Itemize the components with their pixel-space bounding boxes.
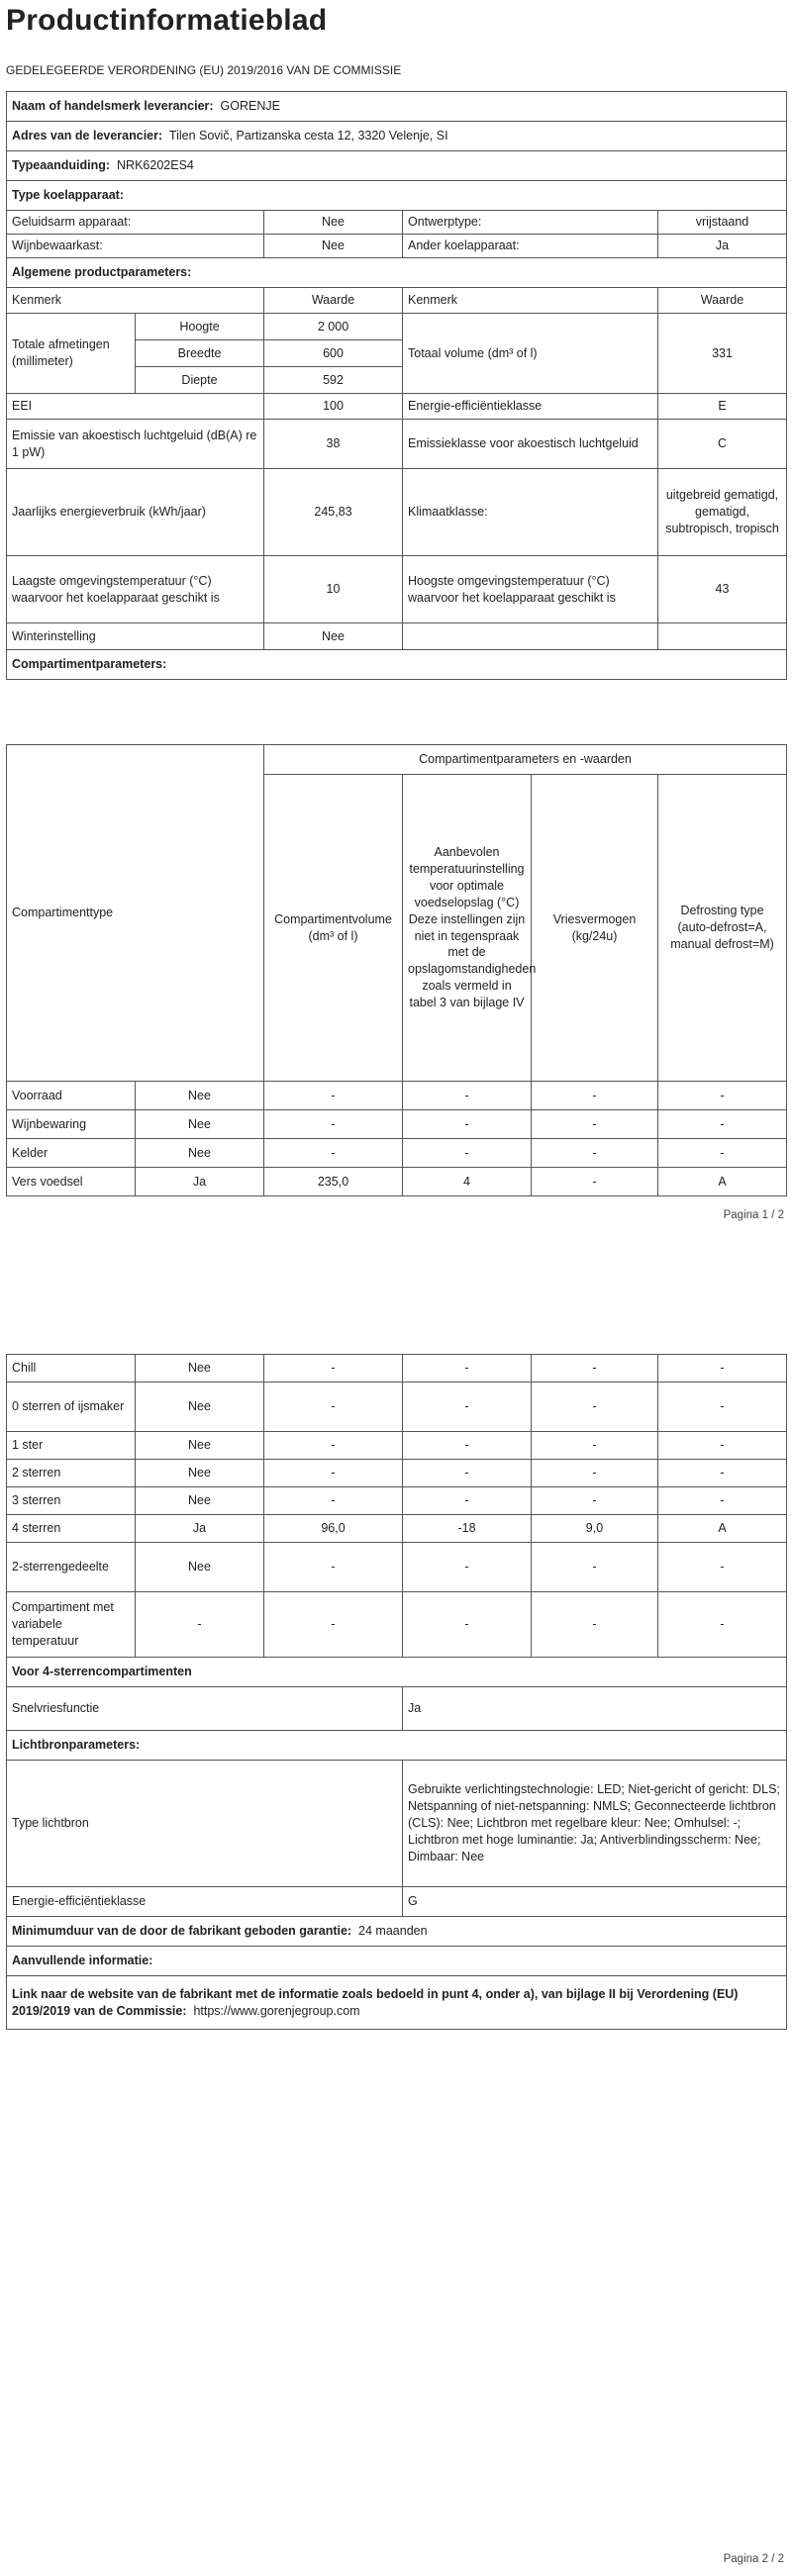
compartment-volume: - — [264, 1082, 403, 1110]
type-row — [7, 235, 787, 258]
compartment-present: Nee — [136, 1383, 264, 1432]
freezing-capacity-header: Vriesvermogen (kg/24u) — [532, 775, 658, 1082]
compartment-temp: 4 — [403, 1168, 532, 1196]
type-label-1: Geluidsarm apparaat: — [7, 211, 264, 235]
supplier-address-value: Tilen Sovič, Partizanska cesta 12, 3320 Velenje, SI — [168, 129, 448, 143]
compartment-volume: - — [264, 1383, 403, 1432]
total-volume-label: Totaal volume (dm³ of l) — [403, 314, 658, 394]
compartment-defrost: - — [658, 1139, 787, 1168]
compartment-present: Nee — [136, 1110, 264, 1139]
compartment-volume: - — [264, 1543, 403, 1592]
compartment-temp: - — [403, 1082, 532, 1110]
model-row — [7, 151, 787, 181]
compartment-name: Voorraad — [7, 1082, 136, 1110]
compartment-defrost: - — [658, 1082, 787, 1110]
compartment-table-page1 — [6, 744, 787, 1196]
warranty-label: Minimumduur van de door de fabrikant geboden garantie: — [12, 1924, 352, 1939]
warranty-value: 24 maanden — [358, 1924, 428, 1939]
compartment-present: - — [136, 1592, 264, 1658]
manufacturer-link-label: Link naar de website van de fabrikant met de informatie zoals bedoeld in punt 4, onder a), van bijlage II bij Verordening (EU) 2019/2019 van de Commissie: — [12, 1986, 739, 2018]
width-value: 600 — [264, 340, 403, 367]
compartment-present: Ja — [136, 1168, 264, 1196]
type-section-header: Type koelapparaat: — [7, 181, 787, 211]
table-row — [7, 1355, 787, 1383]
compartment-name: 2-sterrengedeelte — [7, 1543, 136, 1592]
compartment-freeze: - — [532, 1460, 658, 1487]
compartment-present: Nee — [136, 1432, 264, 1460]
compartment-section-header: Compartimentparameters: — [7, 650, 787, 680]
height-label: Hoogte — [136, 314, 264, 340]
type-label-2: Ander koelapparaat: — [403, 235, 658, 258]
col-waarde: Waarde — [658, 288, 787, 314]
table-row — [7, 1168, 787, 1196]
energy-class-label: Energie-efficiëntieklasse — [403, 394, 658, 420]
table-row — [7, 1383, 787, 1432]
compartment-present: Nee — [136, 1543, 264, 1592]
compartment-defrost: - — [658, 1355, 787, 1383]
quick-freeze-label: Snelvriesfunctie — [7, 1687, 403, 1731]
table-row — [7, 1515, 787, 1543]
eei-label: EEI — [7, 394, 264, 420]
compartment-freeze: - — [532, 1543, 658, 1592]
compartment-defrost: - — [658, 1383, 787, 1432]
compartment-name: Chill — [7, 1355, 136, 1383]
compartment-freeze: - — [532, 1383, 658, 1432]
compartment-temp: - — [403, 1432, 532, 1460]
max-temp-label: Hoogste omgevingstemperatuur (°C) waarvoor het koelapparaat geschikt is — [403, 556, 658, 623]
general-column-header — [7, 288, 787, 314]
compartment-present: Nee — [136, 1355, 264, 1383]
page1-table — [6, 91, 787, 680]
compartment-name: 4 sterren — [7, 1515, 136, 1543]
compartment-group-header: Compartimentparameters en -waarden — [264, 745, 787, 775]
recommended-temp-header: Aanbevolen temperatuurinstelling voor optimale voedselopslag (°C) Deze instellingen zijn niet in tegenspraak met de opslagomstandigheden zoals vermeld in tabel 3 van bijlage IV — [403, 775, 532, 1082]
table-row — [7, 1487, 787, 1515]
min-temp-label: Laagste omgevingstemperatuur (°C) waarvoor het koelapparaat geschikt is — [7, 556, 264, 623]
light-energy-class-label: Energie-efficiëntieklasse — [7, 1887, 403, 1917]
type-value-2: vrijstaand — [658, 211, 787, 235]
compartment-volume: - — [264, 1487, 403, 1515]
warranty-row — [7, 1917, 787, 1947]
defrost-type-header: Defrosting type (auto-defrost=A, manual defrost=M) — [658, 775, 787, 1082]
col-waarde: Waarde — [264, 288, 403, 314]
document-title: Productinformatieblad — [6, 4, 328, 37]
compartment-name: Vers voedsel — [7, 1168, 136, 1196]
compartment-table-page2 — [6, 1354, 787, 1658]
table-row — [7, 1460, 787, 1487]
compartment-defrost: A — [658, 1168, 787, 1196]
compartment-name: 2 sterren — [7, 1460, 136, 1487]
winter-setting-label: Winterinstelling — [7, 623, 264, 650]
compartment-temp: -18 — [403, 1515, 532, 1543]
compartment-temp: - — [403, 1460, 532, 1487]
compartment-defrost: - — [658, 1543, 787, 1592]
compartment-defrost: - — [658, 1460, 787, 1487]
type-row — [7, 211, 787, 235]
type-value-1: Nee — [264, 211, 403, 235]
extra-info-header: Aanvullende informatie: — [7, 1947, 787, 1976]
climate-class-value: uitgebreid gematigd, gematigd, subtropisch, tropisch — [658, 469, 787, 556]
total-volume-value: 331 — [658, 314, 787, 394]
compartment-temp: - — [403, 1487, 532, 1515]
compartment-present: Nee — [136, 1082, 264, 1110]
table-row — [7, 1592, 787, 1658]
noise-class-label: Emissieklasse voor akoestisch luchtgeluid — [403, 420, 658, 469]
regulation-subtitle: GEDELEGEERDE VERORDENING (EU) 2019/2016 VAN DE COMMISSIE — [6, 63, 402, 77]
compartment-defrost: - — [658, 1592, 787, 1658]
energy-class-value: E — [658, 394, 787, 420]
type-label-2: Ontwerptype: — [403, 211, 658, 235]
light-section-header: Lichtbronparameters: — [7, 1731, 787, 1761]
manufacturer-link-row — [7, 1976, 787, 2030]
light-energy-class-value: G — [403, 1887, 787, 1917]
compartment-volume: 96,0 — [264, 1515, 403, 1543]
compartment-freeze: - — [532, 1592, 658, 1658]
compartment-name: 3 sterren — [7, 1487, 136, 1515]
min-temp-value: 10 — [264, 556, 403, 623]
compartment-volume: - — [264, 1432, 403, 1460]
compartment-volume: - — [264, 1355, 403, 1383]
supplier-address-row — [7, 122, 787, 151]
compartment-freeze: 9,0 — [532, 1515, 658, 1543]
compartment-name: 1 ster — [7, 1432, 136, 1460]
annual-energy-label: Jaarlijks energieverbruik (kWh/jaar) — [7, 469, 264, 556]
dimensions-label: Totale afmetingen (millimeter) — [7, 314, 136, 394]
compartment-temp: - — [403, 1110, 532, 1139]
compartment-volume: - — [264, 1110, 403, 1139]
noise-value: 38 — [264, 420, 403, 469]
compartment-freeze: - — [532, 1082, 658, 1110]
winter-setting-value: Nee — [264, 623, 403, 650]
compartment-volume: - — [264, 1460, 403, 1487]
page2-table — [6, 1657, 787, 2030]
noise-class-value: C — [658, 420, 787, 469]
compartment-name: Compartiment met variabele temperatuur — [7, 1592, 136, 1658]
compartment-freeze: - — [532, 1432, 658, 1460]
model-label: Typeaanduiding: — [12, 158, 111, 173]
table-row — [7, 1432, 787, 1460]
max-temp-value: 43 — [658, 556, 787, 623]
compartment-defrost: - — [658, 1432, 787, 1460]
page-number: Pagina 2 / 2 — [723, 2553, 784, 2565]
height-value: 2 000 — [264, 314, 403, 340]
model-value: NRK6202ES4 — [117, 158, 194, 173]
table-row — [7, 1110, 787, 1139]
supplier-name-row — [7, 92, 787, 122]
compartment-freeze: - — [532, 1139, 658, 1168]
supplier-name-value: GORENJE — [220, 99, 280, 114]
supplier-address-label: Adres van de leverancier: — [12, 129, 163, 143]
type-value-2: Ja — [658, 235, 787, 258]
compartment-volume: 235,0 — [264, 1168, 403, 1196]
compartment-temp: - — [403, 1383, 532, 1432]
col-kenmerk: Kenmerk — [7, 288, 264, 314]
compartment-defrost: - — [658, 1110, 787, 1139]
depth-label: Diepte — [136, 367, 264, 394]
compartment-present: Nee — [136, 1460, 264, 1487]
general-section-header: Algemene productparameters: — [7, 258, 787, 288]
compartment-volume: - — [264, 1592, 403, 1658]
depth-value: 592 — [264, 367, 403, 394]
annual-energy-value: 245,83 — [264, 469, 403, 556]
page-number: Pagina 1 / 2 — [723, 1209, 784, 1221]
compartment-volume-header: Compartimentvolume (dm³ of l) — [264, 775, 403, 1082]
type-label-1: Wijnbewaarkast: — [7, 235, 264, 258]
type-value-1: Nee — [264, 235, 403, 258]
table-row — [7, 1082, 787, 1110]
four-star-section-header: Voor 4-sterrencompartimenten — [7, 1658, 787, 1687]
compartment-volume: - — [264, 1139, 403, 1168]
light-type-label: Type lichtbron — [7, 1761, 403, 1887]
compartment-temp: - — [403, 1139, 532, 1168]
noise-label: Emissie van akoestisch luchtgeluid (dB(A) re 1 pW) — [7, 420, 264, 469]
light-type-value: Gebruikte verlichtingstechnologie: LED; Niet-gericht of gericht: DLS; Netspanning of niet-netspanning: NMLS; Geconnecteerde lichtbron (CLS): Nee; Lichtbron met regelbare kleur: Nee; Omhulsel: -; Lichtbron met hoge luminantie: Ja; Antiverblindingsscherm: Nee; Dimbaar: Nee — [403, 1761, 787, 1887]
eei-value: 100 — [264, 394, 403, 420]
compartment-name: Kelder — [7, 1139, 136, 1168]
manufacturer-link[interactable]: https://www.gorenjegroup.com — [193, 2003, 360, 2018]
compartment-defrost: - — [658, 1487, 787, 1515]
compartment-present: Ja — [136, 1515, 264, 1543]
compartment-type-header: Compartimenttype — [7, 745, 264, 1082]
compartment-freeze: - — [532, 1355, 658, 1383]
table-row — [7, 1139, 787, 1168]
col-kenmerk: Kenmerk — [403, 288, 658, 314]
compartment-present: Nee — [136, 1139, 264, 1168]
compartment-freeze: - — [532, 1487, 658, 1515]
compartment-freeze: - — [532, 1110, 658, 1139]
width-label: Breedte — [136, 340, 264, 367]
compartment-name: Wijnbewaring — [7, 1110, 136, 1139]
compartment-name: 0 sterren of ijsmaker — [7, 1383, 136, 1432]
climate-class-label: Klimaatklasse: — [403, 469, 658, 556]
compartment-temp: - — [403, 1355, 532, 1383]
compartment-temp: - — [403, 1592, 532, 1658]
compartment-present: Nee — [136, 1487, 264, 1515]
supplier-name-label: Naam of handelsmerk leverancier: — [12, 99, 214, 114]
compartment-freeze: - — [532, 1168, 658, 1196]
quick-freeze-value: Ja — [403, 1687, 787, 1731]
compartment-defrost: A — [658, 1515, 787, 1543]
compartment-temp: - — [403, 1543, 532, 1592]
table-row — [7, 1543, 787, 1592]
